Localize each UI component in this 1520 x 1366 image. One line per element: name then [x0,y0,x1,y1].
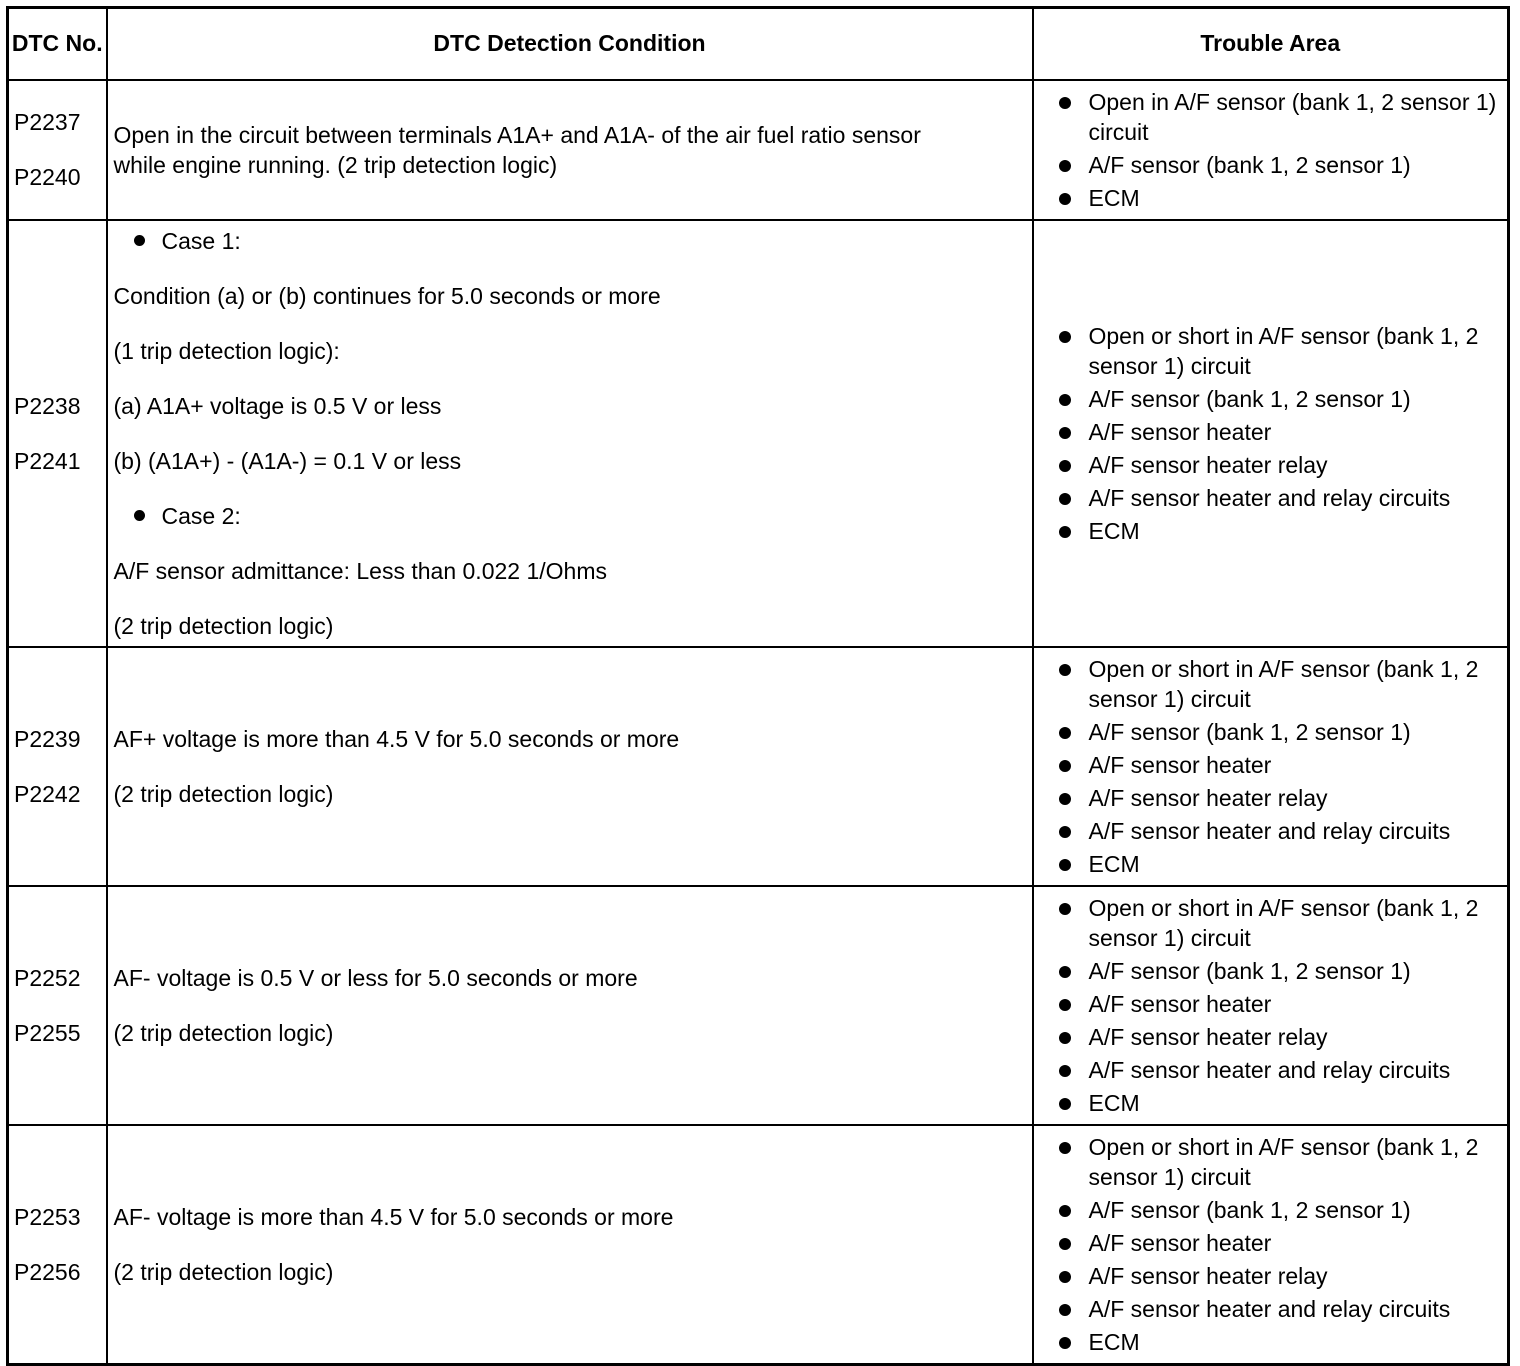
condition-line: (a) A1A+ voltage is 0.5 V or less [113,392,442,419]
list-item: A/F sensor heater [1034,989,1500,1019]
condition-line: AF+ voltage is more than 4.5 V for 5.0 seconds or more [113,725,680,752]
table-row [8,1125,1509,1365]
list-item: ECM [1034,1327,1500,1357]
table-row [8,220,1509,647]
list-item: ECM [1034,183,1500,213]
list-item: A/F sensor heater and relay circuits [1034,1055,1500,1085]
condition-line: (2 trip detection logic) [113,1019,334,1046]
list-item: A/F sensor (bank 1, 2 sensor 1) [1034,150,1500,180]
condition-cell [107,1125,1033,1365]
list-item: A/F sensor (bank 1, 2 sensor 1) [1034,1195,1500,1225]
dtc-table [6,6,1510,1366]
list-item: A/F sensor heater relay [1034,783,1500,813]
dtc-code: P2237 [14,109,81,135]
dtc-code: P2242 [14,780,81,807]
condition-cell [107,220,1033,647]
header-condition: DTC Detection Condition [107,8,1033,80]
trouble-area-cell [1033,1125,1509,1365]
list-item: A/F sensor (bank 1, 2 sensor 1) [1034,956,1500,986]
trouble-area-list [1034,893,1500,1118]
condition-line: (2 trip detection logic) [113,780,334,807]
list-item: ECM [1034,1088,1500,1118]
list-item: Open or short in A/F sensor (bank 1, 2 sensor 1) circuit [1034,654,1500,714]
dtc-code: P2240 [14,164,81,190]
list-item: A/F sensor heater [1034,1228,1500,1258]
condition-line: AF- voltage is 0.5 V or less for 5.0 seconds or more [113,964,638,991]
dtc-codes-cell [8,647,107,886]
list-item: A/F sensor heater relay [1034,450,1500,480]
dtc-codes-cell [8,80,107,220]
condition-cell [107,886,1033,1125]
condition-line: A/F sensor admittance: Less than 0.022 1/Ohms [113,557,607,584]
case-2-heading: Case 2: [114,501,1024,531]
condition-cell [107,647,1033,886]
list-item: ECM [1034,516,1500,546]
dtc-code: P2253 [14,1203,81,1230]
dtc-code: P2238 [14,392,81,419]
trouble-area-cell [1033,886,1509,1125]
trouble-area-list [1034,654,1500,879]
table-row [8,886,1509,1125]
condition-line: while engine running. (2 trip detection logic) [113,151,558,178]
dtc-code: P2255 [14,1019,81,1046]
list-item: Open or short in A/F sensor (bank 1, 2 sensor 1) circuit [1034,893,1500,953]
dtc-codes-cell [8,220,107,647]
header-dtc-no: DTC No. [8,8,107,80]
table-row [8,647,1509,886]
dtc-code: P2256 [14,1258,81,1285]
list-item: A/F sensor (bank 1, 2 sensor 1) [1034,384,1500,414]
header-row [8,8,1509,80]
condition-line: (2 trip detection logic) [113,612,334,639]
list-item: A/F sensor heater and relay circuits [1034,816,1500,846]
condition-line: Condition (a) or (b) continues for 5.0 seconds or more [113,282,661,309]
dtc-code: P2252 [14,964,81,991]
condition-line: AF- voltage is more than 4.5 V for 5.0 seconds or more [113,1203,674,1230]
dtc-codes-cell [8,886,107,1125]
list-item: Open or short in A/F sensor (bank 1, 2 sensor 1) circuit [1034,1132,1500,1192]
condition-line: (2 trip detection logic) [113,1258,334,1285]
list-item: Open or short in A/F sensor (bank 1, 2 sensor 1) circuit [1034,321,1500,381]
list-item: A/F sensor heater [1034,417,1500,447]
trouble-area-cell [1033,647,1509,886]
condition-line: (1 trip detection logic): [113,337,340,364]
condition-line: Open in the circuit between terminals A1A+ and A1A- of the air fuel ratio sensor [113,121,921,148]
condition-cell [107,80,1033,220]
condition-line: (b) (A1A+) - (A1A-) = 0.1 V or less [113,447,462,474]
trouble-area-cell [1033,80,1509,220]
case-1-heading: Case 1: [114,226,1024,256]
list-item: A/F sensor heater [1034,750,1500,780]
header-trouble-area: Trouble Area [1033,8,1509,80]
list-item: A/F sensor (bank 1, 2 sensor 1) [1034,717,1500,747]
trouble-area-list [1034,87,1500,213]
list-item: A/F sensor heater and relay circuits [1034,483,1500,513]
table-row [8,80,1509,220]
trouble-area-list [1034,1132,1500,1357]
list-item: A/F sensor heater relay [1034,1261,1500,1291]
list-item: Open in A/F sensor (bank 1, 2 sensor 1) circuit [1034,87,1500,147]
trouble-area-cell [1033,220,1509,647]
list-item: A/F sensor heater and relay circuits [1034,1294,1500,1324]
dtc-code: P2241 [14,447,81,474]
dtc-code: P2239 [14,725,81,752]
trouble-area-list [1034,321,1500,546]
list-item: ECM [1034,849,1500,879]
list-item: A/F sensor heater relay [1034,1022,1500,1052]
dtc-codes-cell [8,1125,107,1365]
